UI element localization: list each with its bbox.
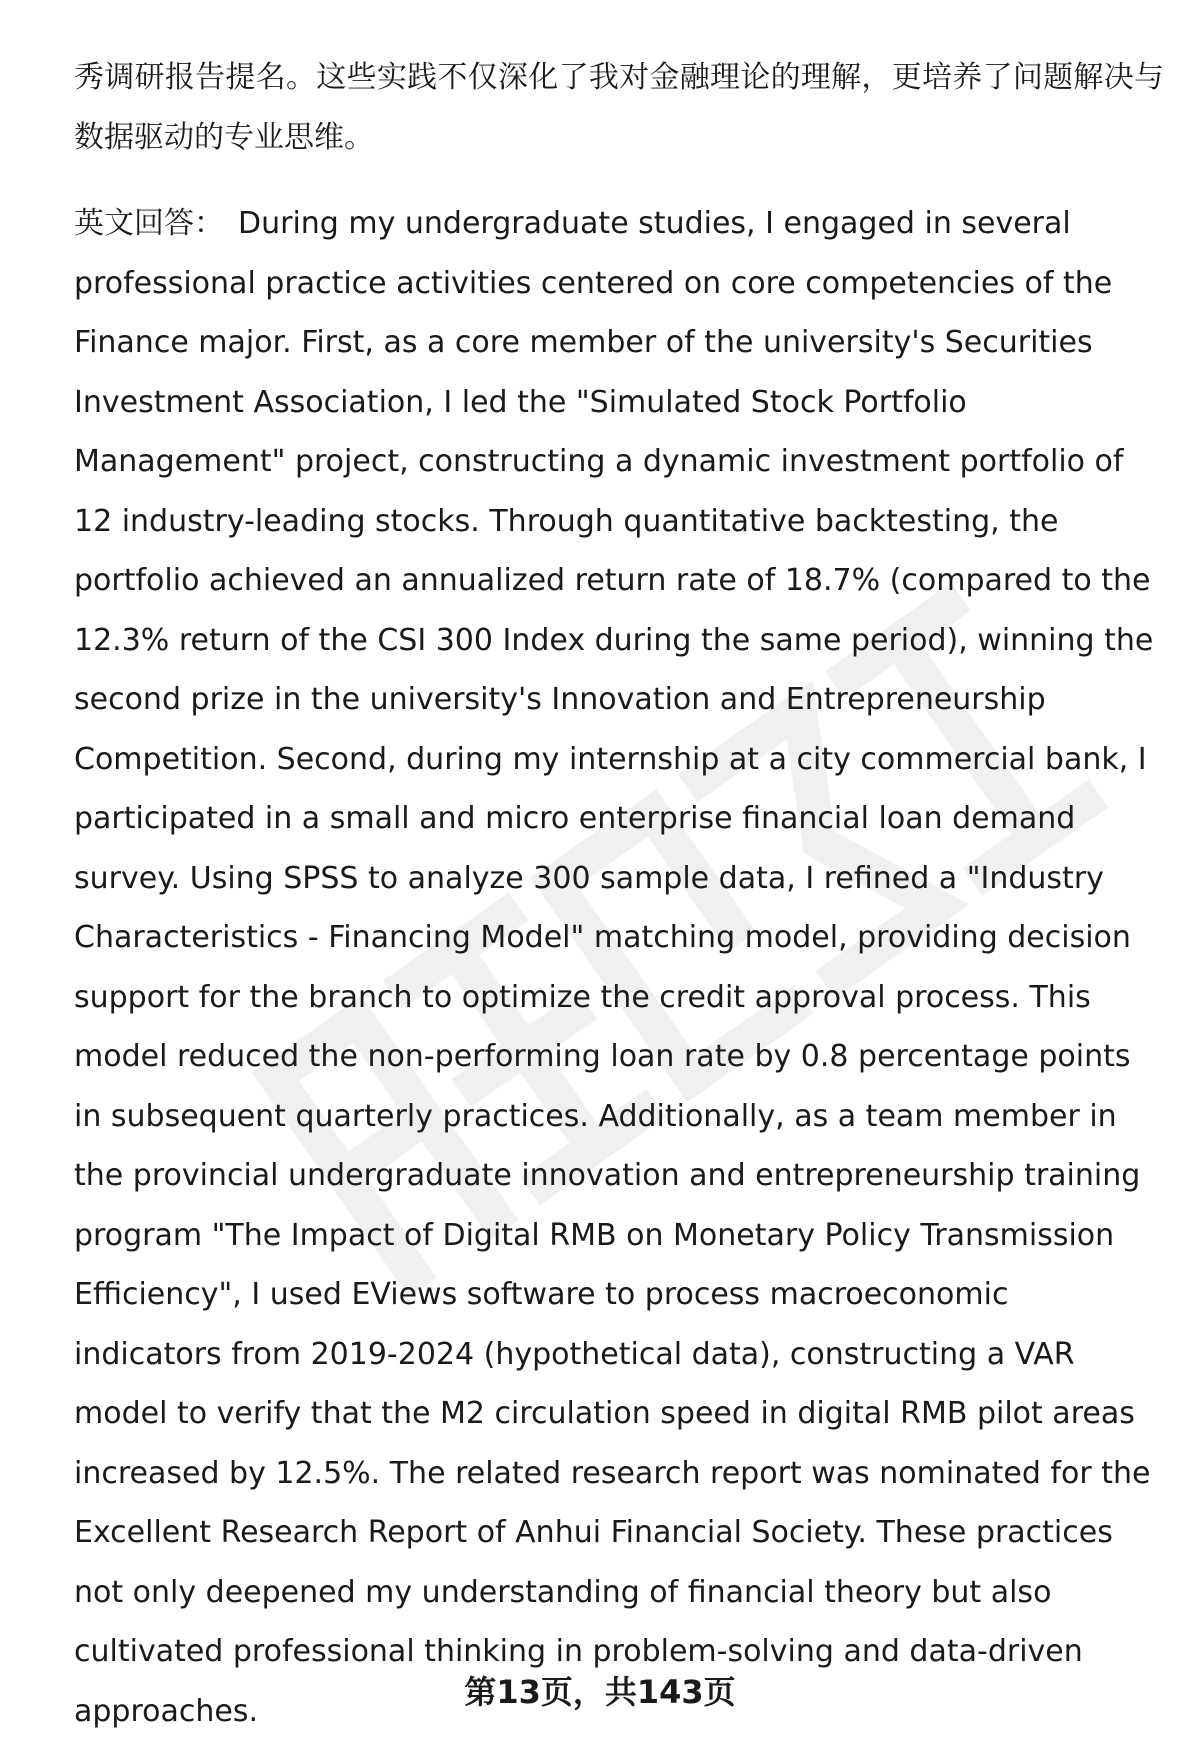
continued-paragraph: 秀调研报告提名。这些实践不仅深化了我对金融理论的理解，更培养了问题解决与数据驱动的专业思维。 (74, 60, 1164, 155)
english-answer-label: 英文回答： (74, 206, 224, 241)
english-answer-text: During my undergraduate studies, I engaged in several professional practice activities centered on core competencies of the Finance major. First, as a core member of the university's Securities Investment Association, I led the "Simulated Stock Portfolio Management" project, constructing a dynamic investment portfolio of 12 industry-leading stocks. Through quantitative backtesting, the portfolio achieved an annualized return rate of 18.7% (compared to the 12.3% return of the CSI 300 Index during the same period), winning the second prize in the university's Innovation and Entrepreneurship Competition. Second, during my internship at a city commercial bank, I participated in a small and micro enterprise financial loan demand survey. Using SPSS to analyze 300 sample data, I refined a "Industry Characteristics - Financing Model" matching model, providing decision support for the branch to optimize the credit approval process. This model reduced the non-performing loan rate by 0.8 percentage points in subsequent quarterly practices. Additionally, as a team member in the provincial undergraduate innovation and entrepreneurship training program "The Impact of Digital RMB on Monetary Policy Transmission Efficiency", I used EViews software to process macroeconomic indicators from 2019-2024 (hypothetical data), constructing a VAR model to verify that the M2 circulation speed in digital RMB pilot areas increased by 12.5%. The related research report was nominated for the Excellent Research Report of Anhui Financial Society. These practices not only deepened my understanding of financial theory but also cultivated professional thinking in problem-solving and data-driven approaches. (74, 206, 1154, 1729)
page-number-footer: 第13页，共143页 (464, 1673, 736, 1711)
document-body (74, 48, 1164, 1741)
english-answer-paragraph (74, 194, 1164, 1741)
